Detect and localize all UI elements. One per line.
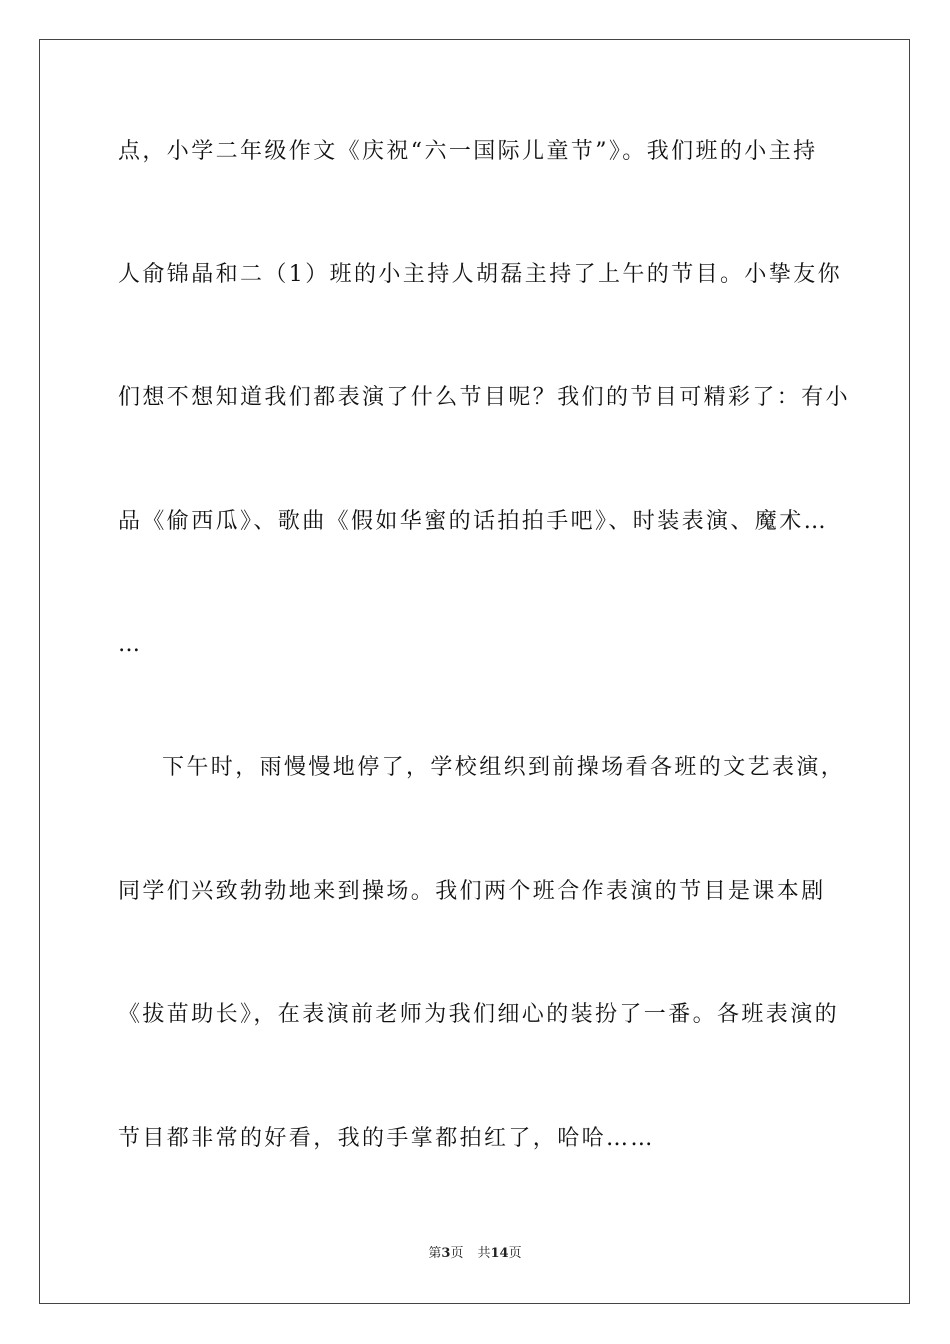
paragraph-line: 们想不想知道我们都表演了什么节目呢？我们的节目可精彩了：有小 xyxy=(118,385,851,410)
total-suffix: 页 xyxy=(508,1246,522,1261)
paragraph-line: 人俞锦晶和二（1）班的小主持人胡磊主持了上午的节目。小挚友你 xyxy=(118,262,842,287)
total-prefix: 共 xyxy=(477,1246,491,1261)
page-border xyxy=(39,39,910,1304)
current-page-number: 3 xyxy=(441,1246,451,1261)
paragraph-line-indented: 下午时，雨慢慢地停了，学校组织到前操场看各班的文艺表演， xyxy=(162,755,846,780)
paragraph-line: … xyxy=(118,632,143,657)
page-prefix: 第 xyxy=(428,1246,442,1261)
page-footer xyxy=(0,1244,950,1264)
total-page-count: 14 xyxy=(490,1246,509,1261)
page-suffix: 页 xyxy=(450,1246,464,1261)
paragraph-line: 点，小学二年级作文《庆祝“六一国际儿童节”》。我们班的小主持 xyxy=(118,139,818,164)
paragraph-line: 节目都非常的好看，我的手掌都拍红了，哈哈…… xyxy=(118,1126,655,1151)
paragraph-line: 同学们兴致勃勃地来到操场。我们两个班合作表演的节目是课本剧 xyxy=(118,879,826,904)
paragraph-line: 品《偷西瓜》、歌曲《假如华蜜的话拍拍手吧》、时装表演、魔术… xyxy=(118,509,829,534)
paragraph-line: 《拔苗助长》，在表演前老师为我们细心的装扮了一番。各班表演的 xyxy=(118,1002,840,1027)
